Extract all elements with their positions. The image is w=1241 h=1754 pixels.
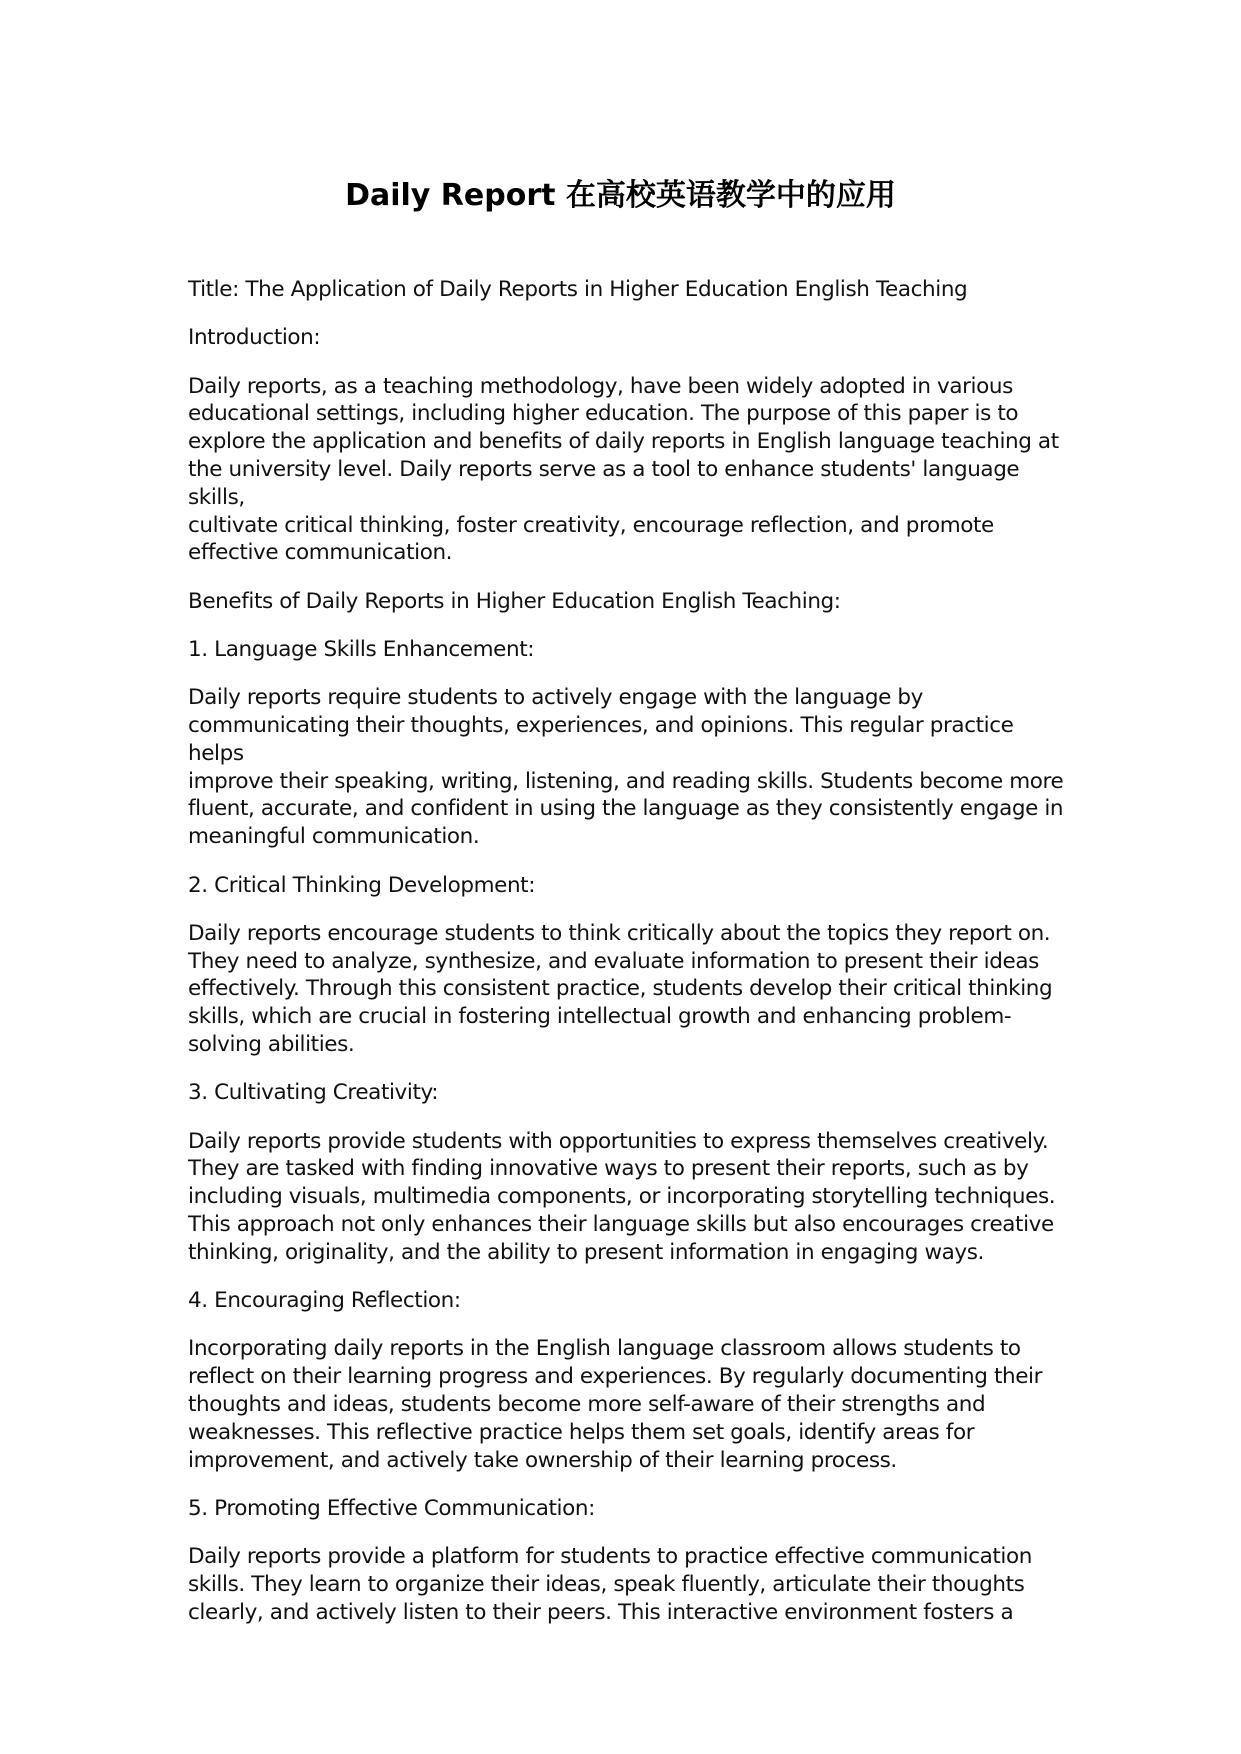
benefits-heading: Benefits of Daily Reports in Higher Education English Teaching:	[188, 588, 841, 614]
introduction-heading: Introduction:	[188, 325, 321, 351]
section-heading-language-skills: 1. Language Skills Enhancement:	[188, 636, 535, 662]
section-paragraph-reflection: Incorporating daily reports in the English language classroom allows students to reflect on their learning progress and experiences. By regularly documenting their thoughts and ideas, students become more self-aware of their strengths and weaknesses. This reflective practice helps them set goals, identify areas for improvement, and actively take ownership of their learning process.	[188, 1336, 1043, 1473]
section-paragraph-creativity: Daily reports provide students with opportunities to express themselves creatively. They are tasked with finding innovative ways to present their reports, such as by including visuals, multimedia components, or incorporating storytelling techniques. This approach not only enhances their language skills but also encourages creative thinking, originality, and the ability to present information in engaging ways.	[188, 1128, 1056, 1265]
section-heading-critical-thinking: 2. Critical Thinking Development:	[188, 872, 536, 898]
document-title: Daily Report 在高校英语教学中的应用	[345, 178, 896, 213]
section-paragraph-critical-thinking: Daily reports encourage students to think critically about the topics they report on. They need to analyze, synthesize, and evaluate information to present their ideas effectively. Through this consistent practice, students develop their critical thinking skills, which are crucial in fostering intellectual growth and enhancing problem- solving abilities.	[188, 920, 1053, 1058]
document-body	[188, 276, 1068, 1647]
section-paragraph-language-skills: Daily reports require students to actively engage with the language by communicating their thoughts, experiences, and opinions. This regular practice helps improve their speaking, writing, listening, and reading skills. Students become more fluent, accurate, and confident in using the language as they consistently engage in meaningful communication.	[188, 685, 1064, 850]
paper-title-line: Title: The Application of Daily Reports in Higher Education English Teaching	[188, 277, 968, 302]
section-heading-reflection: 4. Encouraging Reflection:	[188, 1288, 461, 1314]
section-heading-creativity: 3. Cultivating Creativity:	[188, 1080, 439, 1106]
section-heading-communication: 5. Promoting Effective Communication:	[188, 1495, 595, 1521]
section-paragraph-communication: Daily reports provide a platform for students to practice effective communication skills. They learn to organize their ideas, speak fluently, articulate their thoughts clearly, and actively listen to their peers. This interactive environment fosters a	[188, 1544, 1032, 1625]
introduction-paragraph: Daily reports, as a teaching methodology, have been widely adopted in various educational settings, including higher education. The purpose of this paper is to explore the application and benefits of daily reports in English language teaching at the university level. Daily reports serve as a tool to enhance students' language skills, cultivate critical thinking, foster creativity, encourage reflection, and promote effective communication.	[188, 373, 1059, 566]
